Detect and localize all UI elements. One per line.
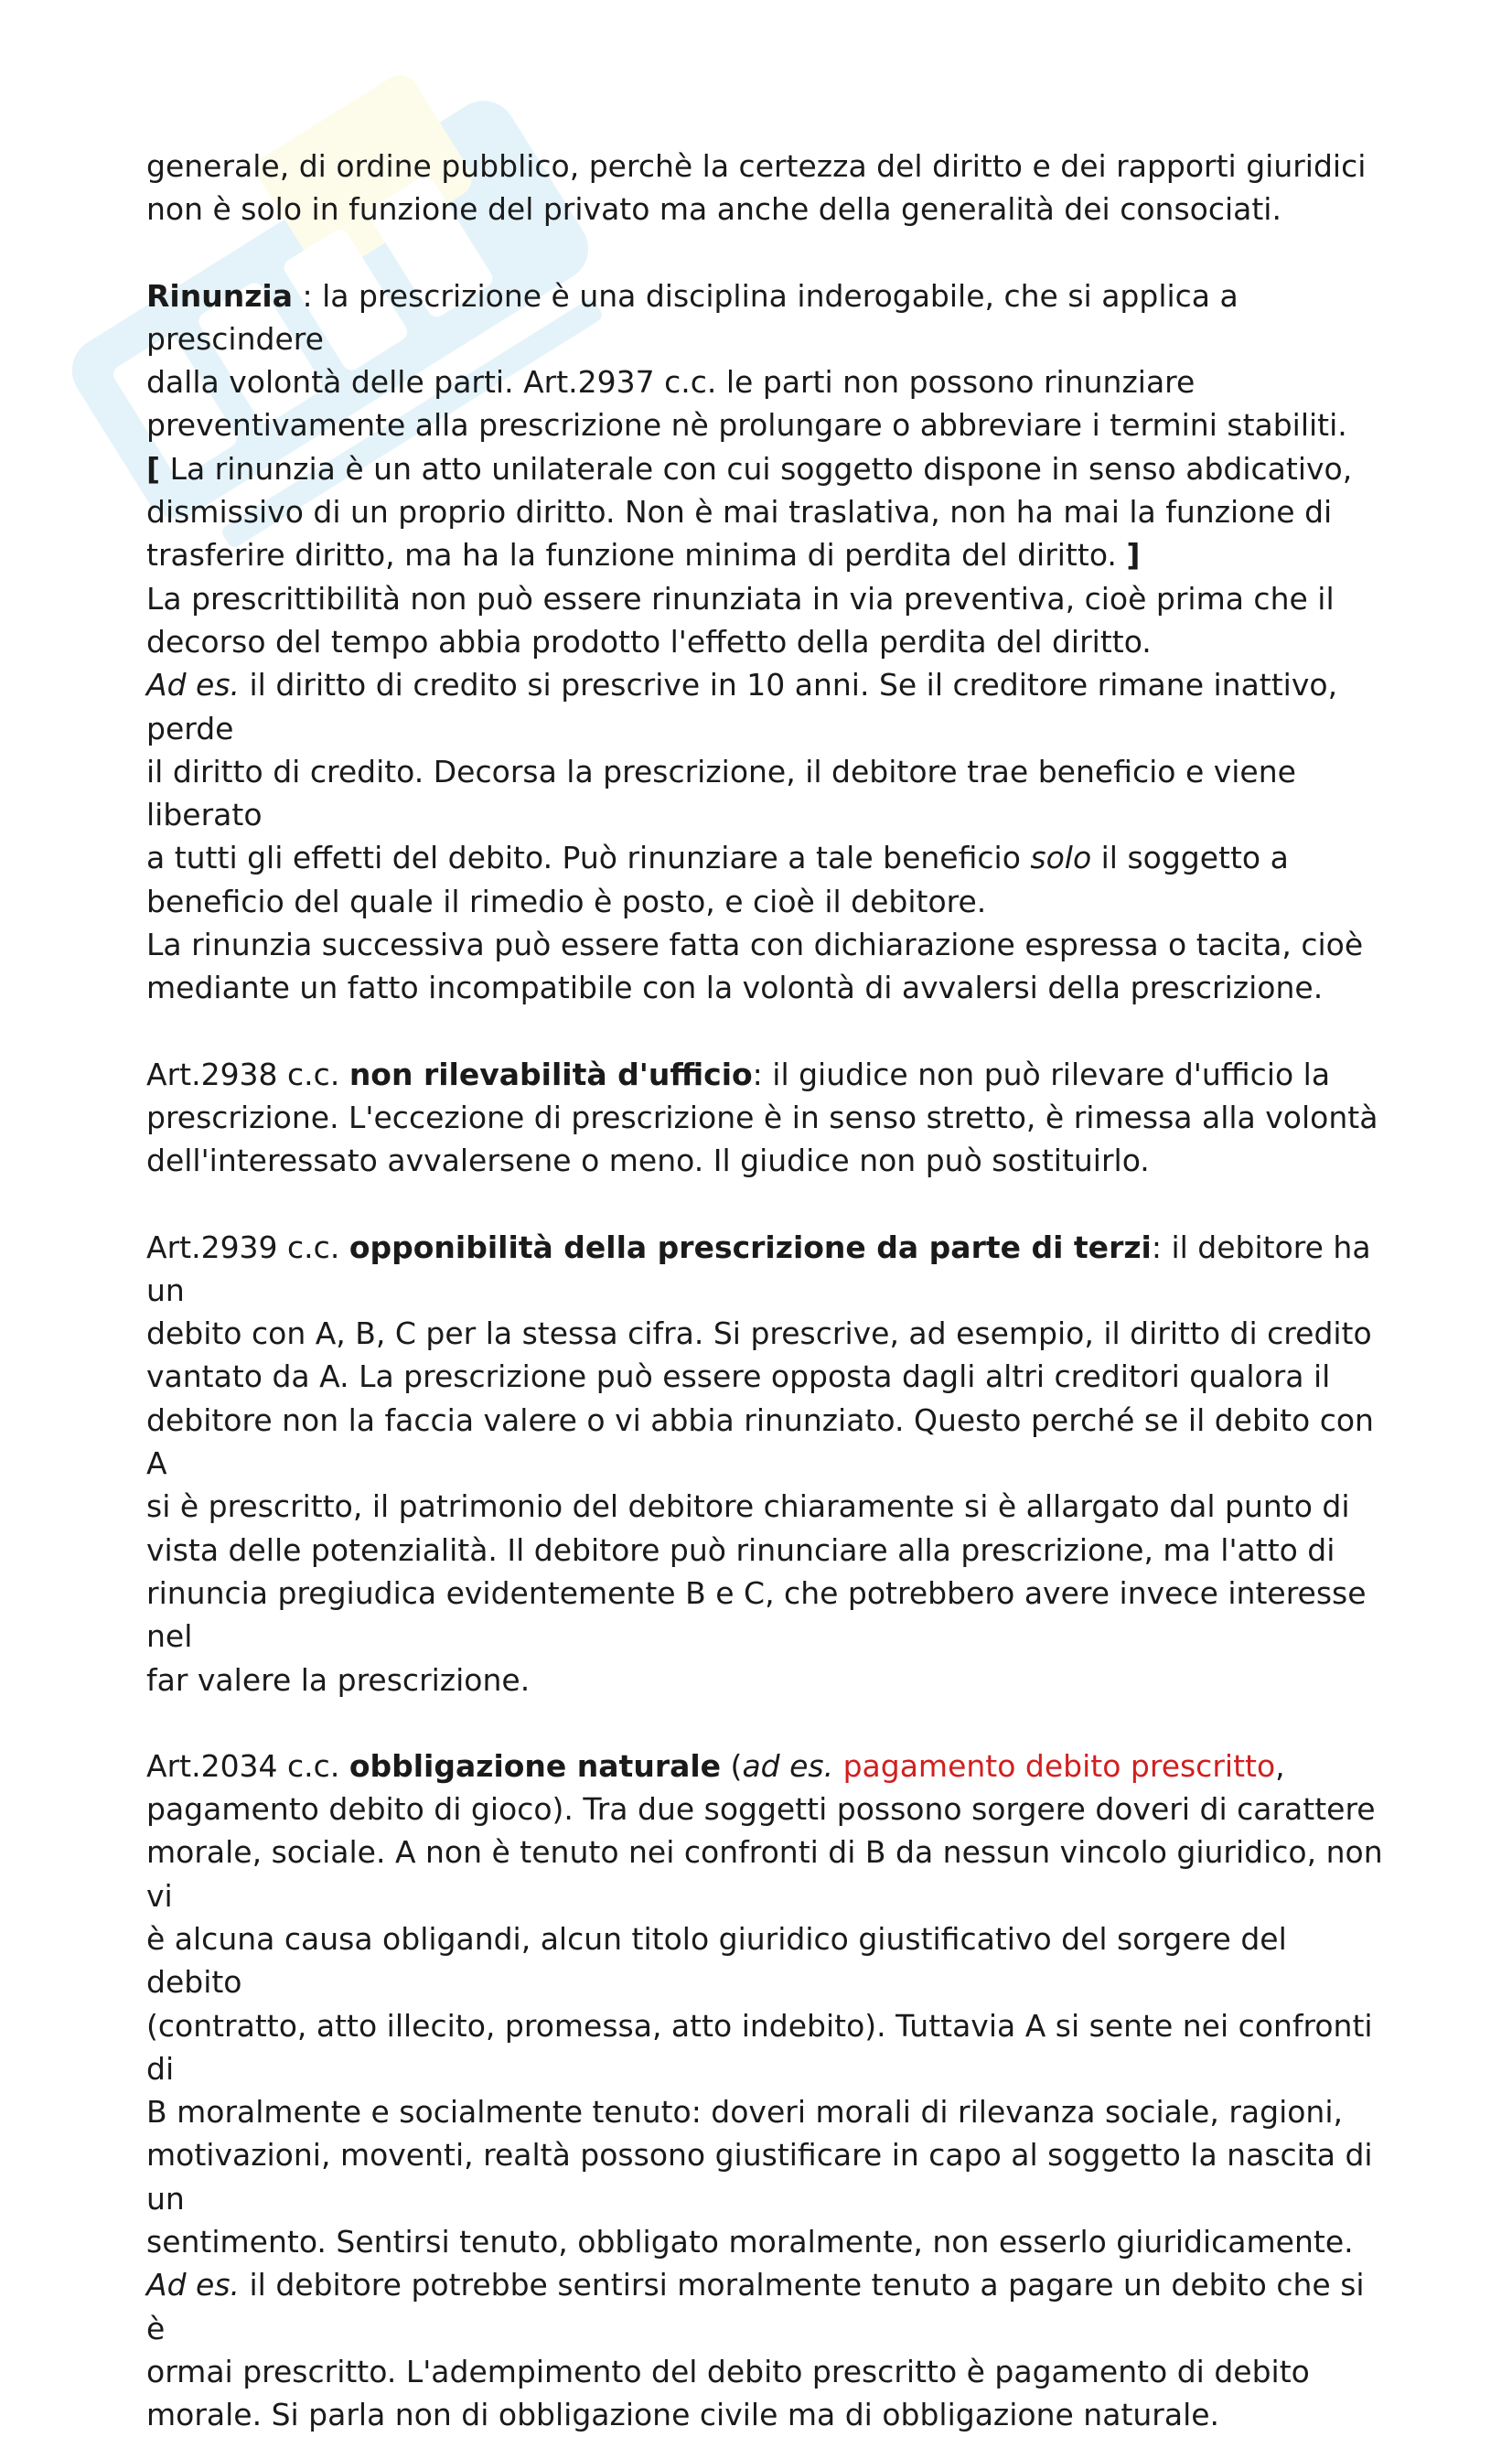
paragraph-line: ormai prescritto. L'adempimento del debito prescritto è pagamento di debito: [146, 2353, 1310, 2389]
highlighted-text: pagamento debito prescritto: [842, 1747, 1276, 1784]
paragraph-line: motivazioni, moventi, realtà possono giustificare in capo al soggetto la nascita di un: [146, 2137, 1373, 2217]
example-text: il soggetto a: [1091, 840, 1289, 876]
paragraph-line: preventivamente alla prescrizione nè prolungare o abbreviare i termini stabiliti.: [146, 407, 1347, 444]
space: [833, 1748, 843, 1784]
art2938-heading-line: [146, 1053, 1390, 1096]
example-label: ad es.: [742, 1747, 834, 1784]
paragraph-line: è alcuna causa obligandi, alcun titolo giuridico giustificativo del sorgere del debito: [146, 1920, 1287, 2001]
example-text: il diritto di credito si prescrive in 10 anni. Se il creditore rimane inattivo, perde: [146, 667, 1338, 746]
paragraph-line: prescrizione. L'eccezione di prescrizione è in senso stretto, è rimessa alla volontà: [146, 1099, 1378, 1135]
emphasis-solo: solo: [1030, 840, 1092, 876]
paragraph-line: La rinunzia successiva può essere fatta con dichiarazione espressa o tacita, cioè: [146, 927, 1364, 963]
paragraph-line: pagamento debito di gioco). Tra due soggetti possono sorgere doveri di carattere: [146, 1791, 1376, 1828]
paragraph-line: [146, 836, 1390, 879]
paragraph-line: beneficio del quale il rimedio è posto, e cioè il debitore.: [146, 883, 987, 919]
example-label: Ad es.: [146, 667, 240, 703]
rinunzia-lead: : la prescrizione è una disciplina inderogabile, che si applica a prescindere: [146, 277, 1239, 357]
bracket-open: [: [146, 450, 161, 487]
paragraph-line: (contratto, atto illecito, promessa, atto indebito). Tuttavia A si sente nei confronti di: [146, 2007, 1373, 2087]
paragraph-line: dell'interessato avvalersene o meno. Il giudice non può sostituirlo.: [146, 1143, 1150, 1179]
article-title: obbligazione naturale: [349, 1747, 722, 1784]
bracket-note-line: [146, 533, 1390, 576]
example-label: Ad es.: [146, 2267, 240, 2303]
article-title: non rilevabilità d'ufficio: [349, 1056, 753, 1092]
bracket-note-text: La rinunzia è un atto unilaterale con cui soggetto dispone in senso abdicativo,: [160, 450, 1353, 487]
paragraph-line: morale. Si parla non di obbligazione civile ma di obbligazione naturale.: [146, 2397, 1220, 2433]
paren-open: (: [721, 1747, 743, 1784]
example-line: [146, 2263, 1390, 2350]
paragraph-line: il diritto di credito. Decorsa la prescrizione, il debitore trae beneficio e viene liberato: [146, 753, 1296, 833]
paragraph-line: vista delle potenzialità. Il debitore può rinunciare alla prescrizione, ma l'atto di: [146, 1531, 1335, 1568]
rinunzia-heading-line: [146, 274, 1390, 361]
paragraph-line: decorso del tempo abbia prodotto l'effetto della perdita del diritto.: [146, 623, 1152, 660]
paragraph-line: La prescrittibilità non può essere rinunziata in via preventiva, cioè prima che il: [146, 580, 1335, 617]
article-ref: Art.2939 c.c.: [146, 1229, 349, 1265]
paragraph-line: sentimento. Sentirsi tenuto, obbligato moralmente, non esserlo giuridicamente.: [146, 2224, 1354, 2260]
document-body: [146, 145, 1390, 2437]
paragraph-line: dalla volontà delle parti. Art.2937 c.c. le parti non possono rinunziare: [146, 364, 1196, 401]
paragraph-line: rinuncia pregiudica evidentemente B e C, che potrebbero avere invece interesse nel: [146, 1574, 1367, 1655]
rinunzia-title: Rinunzia: [146, 277, 293, 314]
intro-line: generale, di ordine pubblico, perchè la certezza del diritto e dei rapporti giuridici: [146, 148, 1367, 184]
bracket-note-line: [146, 447, 1390, 490]
intro-line: non è solo in funzione del privato ma anche della generalità dei consociati.: [146, 191, 1281, 228]
art2939-heading-line: [146, 1226, 1390, 1313]
article-lead: ,: [1275, 1747, 1285, 1784]
article-title: opponibilità della prescrizione da parte di terzi: [349, 1229, 1152, 1265]
example-text: il debitore potrebbe sentirsi moralmente tenuto a pagare un debito che si è: [146, 2267, 1365, 2346]
paragraph-line: vantato da A. La prescrizione può essere opposta dagli altri creditori qualora il: [146, 1358, 1331, 1395]
bracket-note-text: trasferire diritto, ma ha la funzione minima di perdita del diritto.: [146, 537, 1127, 574]
example-text: a tutti gli effetti del debito. Può rinunziare a tale beneficio: [146, 840, 1031, 876]
art2034-heading-line: [146, 1745, 1390, 1787]
bracket-note-line: dismissivo di un proprio diritto. Non è mai traslativa, non ha mai la funzione di: [146, 494, 1333, 531]
paragraph-line: debito con A, B, C per la stessa cifra. Si prescrive, ad esempio, il diritto di credito: [146, 1315, 1372, 1352]
example-line: [146, 663, 1390, 750]
paragraph-line: far valere la prescrizione.: [146, 1661, 531, 1698]
paragraph-line: si è prescritto, il patrimonio del debitore chiaramente si è allargato dal punto di: [146, 1488, 1350, 1525]
article-ref: Art.2938 c.c.: [146, 1056, 349, 1092]
article-ref: Art.2034 c.c.: [146, 1747, 349, 1784]
article-lead: : il giudice non può rilevare d'ufficio la: [752, 1056, 1331, 1092]
bracket-close: ]: [1126, 537, 1141, 574]
paragraph-line: morale, sociale. A non è tenuto nei confronti di B da nessun vincolo giuridico, non vi: [146, 1834, 1383, 1914]
paragraph-line: B moralmente e socialmente tenuto: doveri morali di rilevanza sociale, ragioni,: [146, 2094, 1343, 2131]
paragraph-line: debitore non la faccia valere o vi abbia rinunziato. Questo perché se il debito con A: [146, 1401, 1374, 1482]
paragraph-line: mediante un fatto incompatibile con la volontà di avvalersi della prescrizione.: [146, 970, 1324, 1006]
article-lead: : il debitore ha un: [146, 1229, 1371, 1308]
